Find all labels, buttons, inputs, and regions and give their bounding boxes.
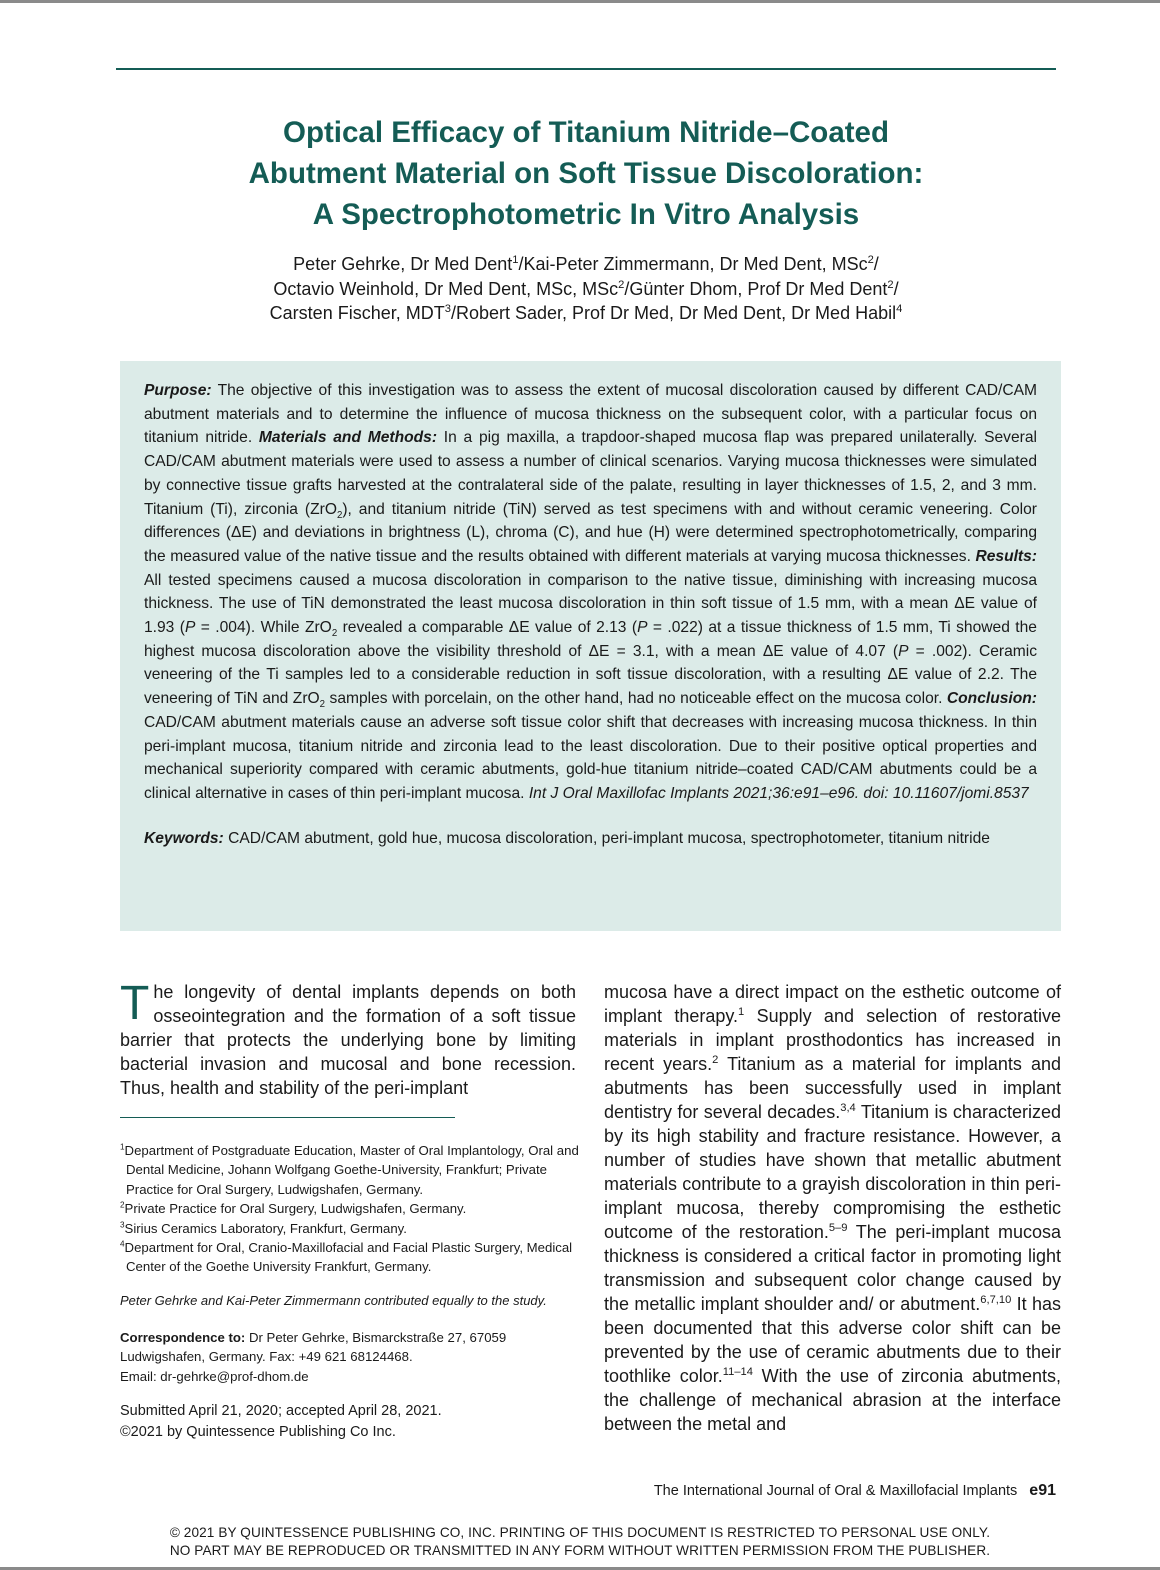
abstract-text: Purpose: The objective of this investigation was to assess the extent of mucosal discoloration caused by different CAD/CAM abutment materials and to determine the influence of mucosa thickness on the subsequent color, with a particular focus on titanium nitride. Materials and Methods: In a pig maxilla, a trapdoor-shaped mucosa flap was prepared unilaterally. Several CAD/CAM abutment materials were used to assess a number of clinical scenarios. Varying mucosa thicknesses were simulated by connective tissue grafts harvested at the contralateral side of the palate, resulting in layer thicknesses of 1.5, 2, and 3 mm. Titanium (Ti), zirconia (ZrO$_2$), and titanium nitride (TiN) served as test specimens with and without ceramic veneering. Color differences (ΔE) and deviations in brightness (L), chroma (C), and hue (H) were determined spectrophotometrically, comparing the measured value of the native tissue and the results obtained with different materials at varying mucosa thicknesses. Results: All tested specimens caused a mucosa discoloration in comparison to the native tissue, diminishing with increasing mucosa thickness. The use of TiN demonstrated the least mucosa discoloration in thin soft tissue of 1.5 mm, with a mean ΔE value of 1.93 (P = .004). While ZrO$_2$ revealed a comparable ΔE value of 2.13 (P = .022) at a tissue thickness of 1.5 mm, Ti showed the highest mucosa discoloration above the visibility threshold of ΔE = 3.1, with a mean ΔE value of 4.07 (P = .002). Ceramic veneering of the Ti samples led to a considerable reduction in soft tissue discoloration, with a resulting ΔE value of 2.2. The veneering of TiN and ZrO$_2$ samples with porcelain, on the other hand, had no noticeable effect on the mucosa color. Conclusion: CAD/CAM abutment materials cause an adverse soft tissue color shift that decreases with increasing mucosa thickness. In thin peri-implant mucosa, titanium nitride and zirconia lead to the least discoloration. Due to their positive optical properties and mechanical superiority compared with ceramic abutments, gold-hue titanium nitride–coated CAD/CAM abutments could be a clinical alternative in cases of thin peri-implant mucosa. Int J Oral Maxillofac Implants 2021;36:e91–e96. doi: 10.11607/jomi.8537: [144, 382, 1037, 802]
results-text-6: samples with porcelain, on the other hand, had no noticeable effect on the mucosa color.: [325, 690, 943, 708]
results-text-5: = .002). Ceramic veneering of the Ti samples led to a considerable reduction in soft tissue discoloration, with a resulting ΔE value of 2.2. The veneering of TiN and ZrO: [144, 642, 1037, 708]
conclusion-label: Conclusion:: [946, 690, 1037, 708]
contribution-note: Peter Gehrke and Kai-Peter Zimmermann contributed equally to the study.: [120, 1293, 547, 1308]
methods-label: Materials and Methods:: [258, 429, 438, 447]
copyright-line-2: NO PART MAY BE REPRODUCED OR TRANSMITTED IN ANY FORM WITHOUT WRITTEN PERMISSION FROM THE PUBLISHER.: [169, 1543, 991, 1558]
author-4: /Günter Dhom, Prof Dr Med Dent: [624, 278, 888, 299]
purpose-label: Purpose:: [144, 382, 212, 399]
results-text-4: = .022) at a tissue thickness of 1.5 mm, Ti showed the highest mucosa discoloration above the visibility threshold of ΔE = 3.1, with a mean ΔE value of 4.07 (: [144, 619, 1037, 660]
correspondence-address: Dr Peter Gehrke, Bismarckstraße 27, 67059 Ludwigshafen, Germany. Fax: +49 621 68124468.: [120, 1330, 507, 1365]
publisher-copyright: ©2021 by Quintessence Publishing Co Inc.: [120, 1423, 396, 1440]
author-list: Peter Gehrke, Dr Med Dent$^1$/Kai-Peter Zimmermann, Dr Med Dent, MSc$^2$/ Octavio Weinhold, Dr Med Dent, MSc, MSc$^2$/Günter Dhom, Prof Dr Med Dent$^2$/ Carsten Fischer, MDT$^3$/Robert Sader, Prof Dr Med, Dr Med Dent, Dr Med Habil$^4$: [269, 254, 903, 323]
drop-cap: T: [120, 977, 150, 1030]
intro-paragraph: he longevity of dental implants depends on both osseointegration and the formation of a soft tissue barrier that protects the underlying bone by limiting bacterial invasion and mucosal and bone recession. Thus, health and stability of the peri-implant: [120, 982, 576, 1098]
affiliation-4: $^4$Department for Oral, Cranio-Maxillofacial and Facial Plastic Surgery, Medical Center of the Goethe University Frankfurt, Germany.: [120, 1239, 573, 1275]
results-text-3: revealed a comparable ΔE value of 2.13 (: [337, 619, 638, 637]
submission-info: [120, 1401, 580, 1442]
affiliation-3: $^3$Sirius Ceramics Laboratory, Frankfurt, Germany.: [120, 1220, 407, 1236]
results-label: Results:: [975, 547, 1037, 565]
page-footer: [600, 1482, 1056, 1500]
correspondence-email: Email: dr-gehrke@prof-dhom.de: [120, 1368, 309, 1384]
author-6: /Robert Sader, Prof Dr Med, Dr Med Dent, Dr Med Habil: [450, 303, 897, 323]
affiliations: [120, 1141, 580, 1277]
citation: Int J Oral Maxillofac Implants 2021;36:e91–e96. doi: 10.11607/jomi.8537: [528, 784, 1029, 802]
copyright-line-1: © 2021 BY QUINTESSENCE PUBLISHING CO, INC. PRINTING OF THIS DOCUMENT IS RESTRICTED TO PERSONAL USE ONLY.: [169, 1525, 991, 1540]
keywords: [144, 827, 1037, 851]
correspondence: [120, 1328, 580, 1386]
results-text-1: All tested specimens caused a mucosa discoloration in comparison to the native tissue, diminishing with increasing mucosa thickness. The use of TiN demonstrated the least mucosa discoloration in thin soft tissue of 1.5 mm, with a mean ΔE value of 1.93 (: [144, 571, 1037, 637]
affiliation-1: $^1$Department of Postgraduate Education, Master of Oral Implantology, Oral and Dental Medicine, Johann Wolfgang Goethe-University, Frankfurt; Private Practice for Oral Surgery, Ludwigshafen, Germany.: [120, 1142, 579, 1197]
abstract-box: [120, 361, 1061, 931]
body-column-left: [120, 977, 576, 1100]
purpose-text: The objective of this investigation was to assess the extent of mucosal discoloration caused by different CAD/CAM abutment materials and to determine the influence of mucosa thickness on the subsequent color, with a particular focus on titanium nitride.: [144, 382, 1037, 447]
header-rule: [116, 68, 1056, 70]
title-line-3: A Spectrophotometric In Vitro Analysis: [312, 198, 860, 231]
body-column-right: mucosa have a direct impact on the esthetic outcome of implant therapy.$^1$ Supply and selection of restorative materials in implant prosthodontics has increased in recent years.$^2$ Titanium as a material for implants and abutments has been successfully used in implant dentistry for several decades.$^{3,4}$ Titanium is characterized by its high stability and fracture resistance. However, a number of studies have shown that metallic abutment materials contribute to a grayish discoloration in thin peri-implant mucosa, thereby compromising the esthetic outcome of the restoration.$^{5-9}$ The peri-implant mucosa thickness is considered a critical factor in promoting light transmission and subsequent color change caused by the metallic implant shoulder and/ or abutment.$^{6,7,10}$ It has been documented that this adverse color shift can be prevented by the use of ceramic abutments due to their toothlike color.$^{11-14}$ With the use of zirconia abutments, the challenge of mechanical abrasion at the interface between the metal and: [604, 982, 1062, 1434]
title-line-2: Abutment Material on Soft Tissue Discoloration:: [248, 157, 924, 190]
journal-name: The International Journal of Oral & Maxillofacial Implants: [653, 1483, 1018, 1499]
copyright-notice: [0, 1524, 1160, 1560]
affiliation-2: $^2$Private Practice for Oral Surgery, Ludwigshafen, Germany.: [120, 1200, 467, 1217]
footnote-rule: [120, 1117, 455, 1118]
page-number: e91: [1029, 1482, 1056, 1499]
methods-text-1: In a pig maxilla, a trapdoor-shaped mucosa flap was prepared unilaterally. Several CAD/CAM abutment materials were used to assess a number of clinical scenarios. Varying mucosa thicknesses were simulated by connective tissue grafts harvested at the contralateral side of the palate, resulting in layer thicknesses of 1.5, 2, and 3 mm. Titanium (Ti), zirconia (ZrO: [144, 429, 1037, 518]
author-2: /Kai-Peter Zimmermann, Dr Med Dent, MSc: [518, 254, 868, 274]
author-1: Peter Gehrke, Dr Med Dent: [293, 254, 513, 274]
correspondence-label: Correspondence to:: [120, 1330, 246, 1345]
submission-dates: Submitted April 21, 2020; accepted April 28, 2021.: [120, 1403, 442, 1419]
conclusion-text: CAD/CAM abutment materials cause an adverse soft tissue color shift that decreases with increasing mucosa thickness. In thin peri-implant mucosa, titanium nitride and zirconia lead to the least discoloration. Due to their positive optical properties and mechanical superiority compared with ceramic abutments, gold-hue titanium nitride–coated CAD/CAM abutments could be a clinical alternative in cases of thin peri-implant mucosa.: [144, 713, 1037, 802]
keywords-label: Keywords:: [144, 829, 224, 847]
title-line-1: Optical Efficacy of Titanium Nitride–Coated: [283, 116, 889, 149]
page-top-border: [0, 0, 1160, 3]
article-title: [116, 112, 1056, 235]
methods-text-2: ), and titanium nitride (TiN) served as test specimens with and without ceramic veneering. Color differences (ΔE) and deviations in brightness (L), chroma (C), and hue (H) were determined spectrophotometrically, comparing the measured value of the native tissue and the results obtained with different materials at varying mucosa thicknesses.: [144, 500, 1037, 565]
author-5: Carsten Fischer, MDT: [269, 303, 445, 323]
results-text-2: = .004). While ZrO: [195, 619, 332, 637]
author-3: Octavio Weinhold, Dr Med Dent, MSc, MSc: [273, 278, 619, 299]
keywords-text: CAD/CAM abutment, gold hue, mucosa discoloration, peri-implant mucosa, spectrophotometer, titanium nitride: [228, 829, 990, 847]
